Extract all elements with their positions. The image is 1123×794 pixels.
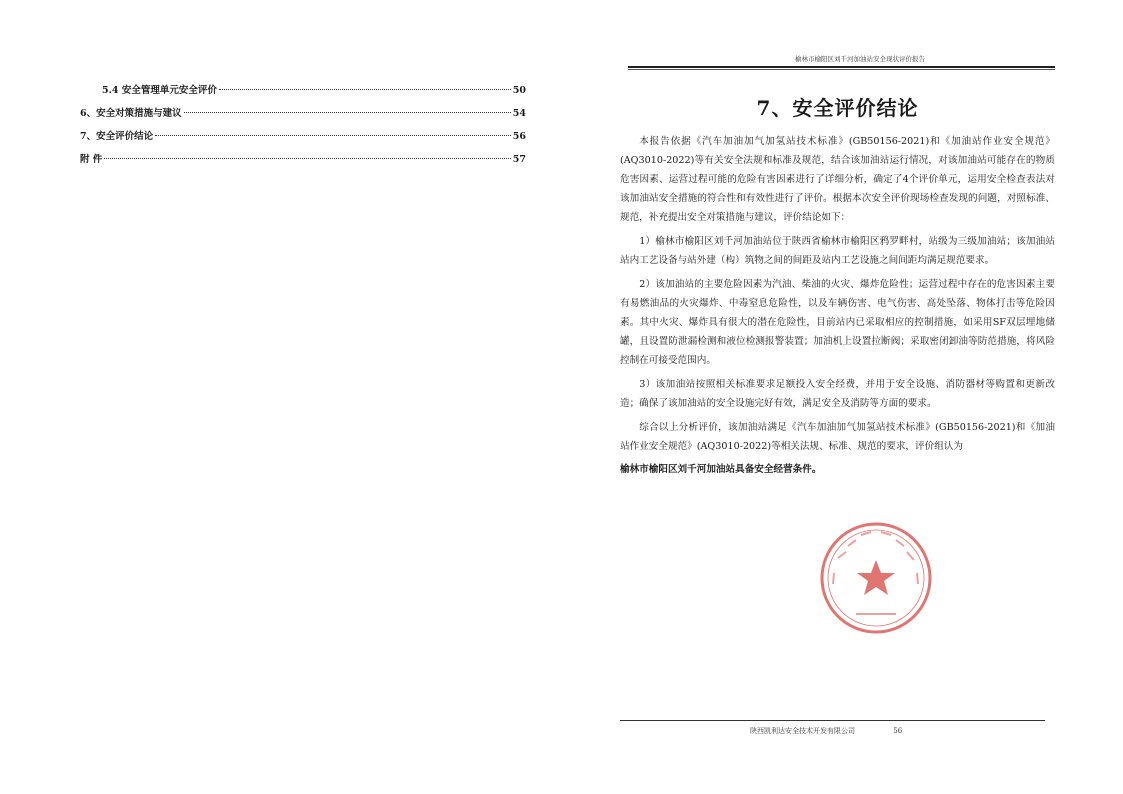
toc-entry-label: 附 件 [80,154,103,165]
toc-leader [184,112,511,113]
toc-entry-page: 56 [512,131,526,142]
paragraph-item-1: 1）榆林市榆阳区刘千河加油站位于陕西省榆林市榆阳区鸦罗畔村，站级为三级加油站；该加油站站内工艺设备与站外建（构）筑物之间的间距及站内工艺设施之间间距均满足规范要求。 [620,236,1055,266]
report-page [620,48,1055,748]
toc-entry[interactable] [80,82,526,105]
toc-entry-page: 54 [512,108,526,119]
footer-page-number: 56 [893,727,903,735]
conclusion-statement: 榆林市榆阳区刘千河加油站具备安全经营条件。 [620,464,822,475]
page-footer [750,726,902,736]
toc-entry-page: 50 [512,85,526,96]
paragraph-item-3: 3）该加油站按照相关标准要求足额投入安全经费，并用于安全设施、消防器材等购置和更新改造；确保了该加油站的安全设施完好有效，满足安全及消防等方面的要求。 [620,379,1055,409]
toc-entry-label: 7、安全评价结论 [80,131,154,142]
section-body [620,132,1055,479]
running-header: 榆林市榆阳区刘千河加油站安全现状评价报告 [795,55,925,63]
header-rule-thin [628,69,1055,70]
footer-company: 陕西凯利达安全技术开发有限公司 [750,727,855,735]
toc-leader [219,89,511,90]
summary-text: 综合以上分析评价，该加油站满足《汽车加油加气加氢站技术标准》(GB50156-2021)和《加油站作业安全规范》(AQ3010-2022)等相关法规、标准、规范的要求，评价组认为 [620,422,1055,452]
toc-entry[interactable] [80,128,526,151]
toc-entry[interactable] [80,151,526,174]
paragraph-intro: 本报告依据《汽车加油加气加氢站技术标准》(GB50156-2021)和《加油站作业安全规范》(AQ3010-2022)等有关安全法规和标准及规范，结合该加油站运行情况，对该加油站可能存在的物质危害因素、运营过程可能的危险有害因素进行了详细分析，确定了4个评价单元，运用安全检查表法对该加油站安全措施的符合性和有效性进行了评价。根据本次安全评价现场检查发现的问题，对照标准、规范，补充提出安全对策措施与建议，评价结论如下： [620,136,1055,223]
paragraph-item-2: 2）该加油站的主要危险因素为汽油、柴油的火灾、爆炸危险性；运营过程中存在的危害因素主要有易燃油品的火灾爆炸、中毒窒息危险性，以及车辆伤害、电气伤害、高处坠落、物体打击等危险因素。其中火灾、爆炸具有很大的潜在危险性，目前站内已采取相应的控制措施，如采用SF双层埋地储罐，且设置防泄漏检测和液位检测报警装置；加油机上设置拉断阀；采取密闭卸油等防范措施，将风险控制在可接受范围内。 [620,279,1055,366]
header-rule [628,66,1055,68]
footer-rule [620,720,1045,721]
toc-entry-label: 6、安全对策措施与建议 [80,108,182,119]
paragraph-summary [620,418,1055,456]
section-title: 7、安全评价结论 [756,96,919,120]
table-of-contents [80,82,526,174]
company-seal-icon [816,518,936,638]
toc-entry-label: 5.4 安全管理单元安全评价 [102,85,217,96]
toc-leader [155,135,511,136]
toc-leader [104,158,510,159]
toc-entry[interactable] [80,105,526,128]
toc-entry-page: 57 [512,154,526,165]
